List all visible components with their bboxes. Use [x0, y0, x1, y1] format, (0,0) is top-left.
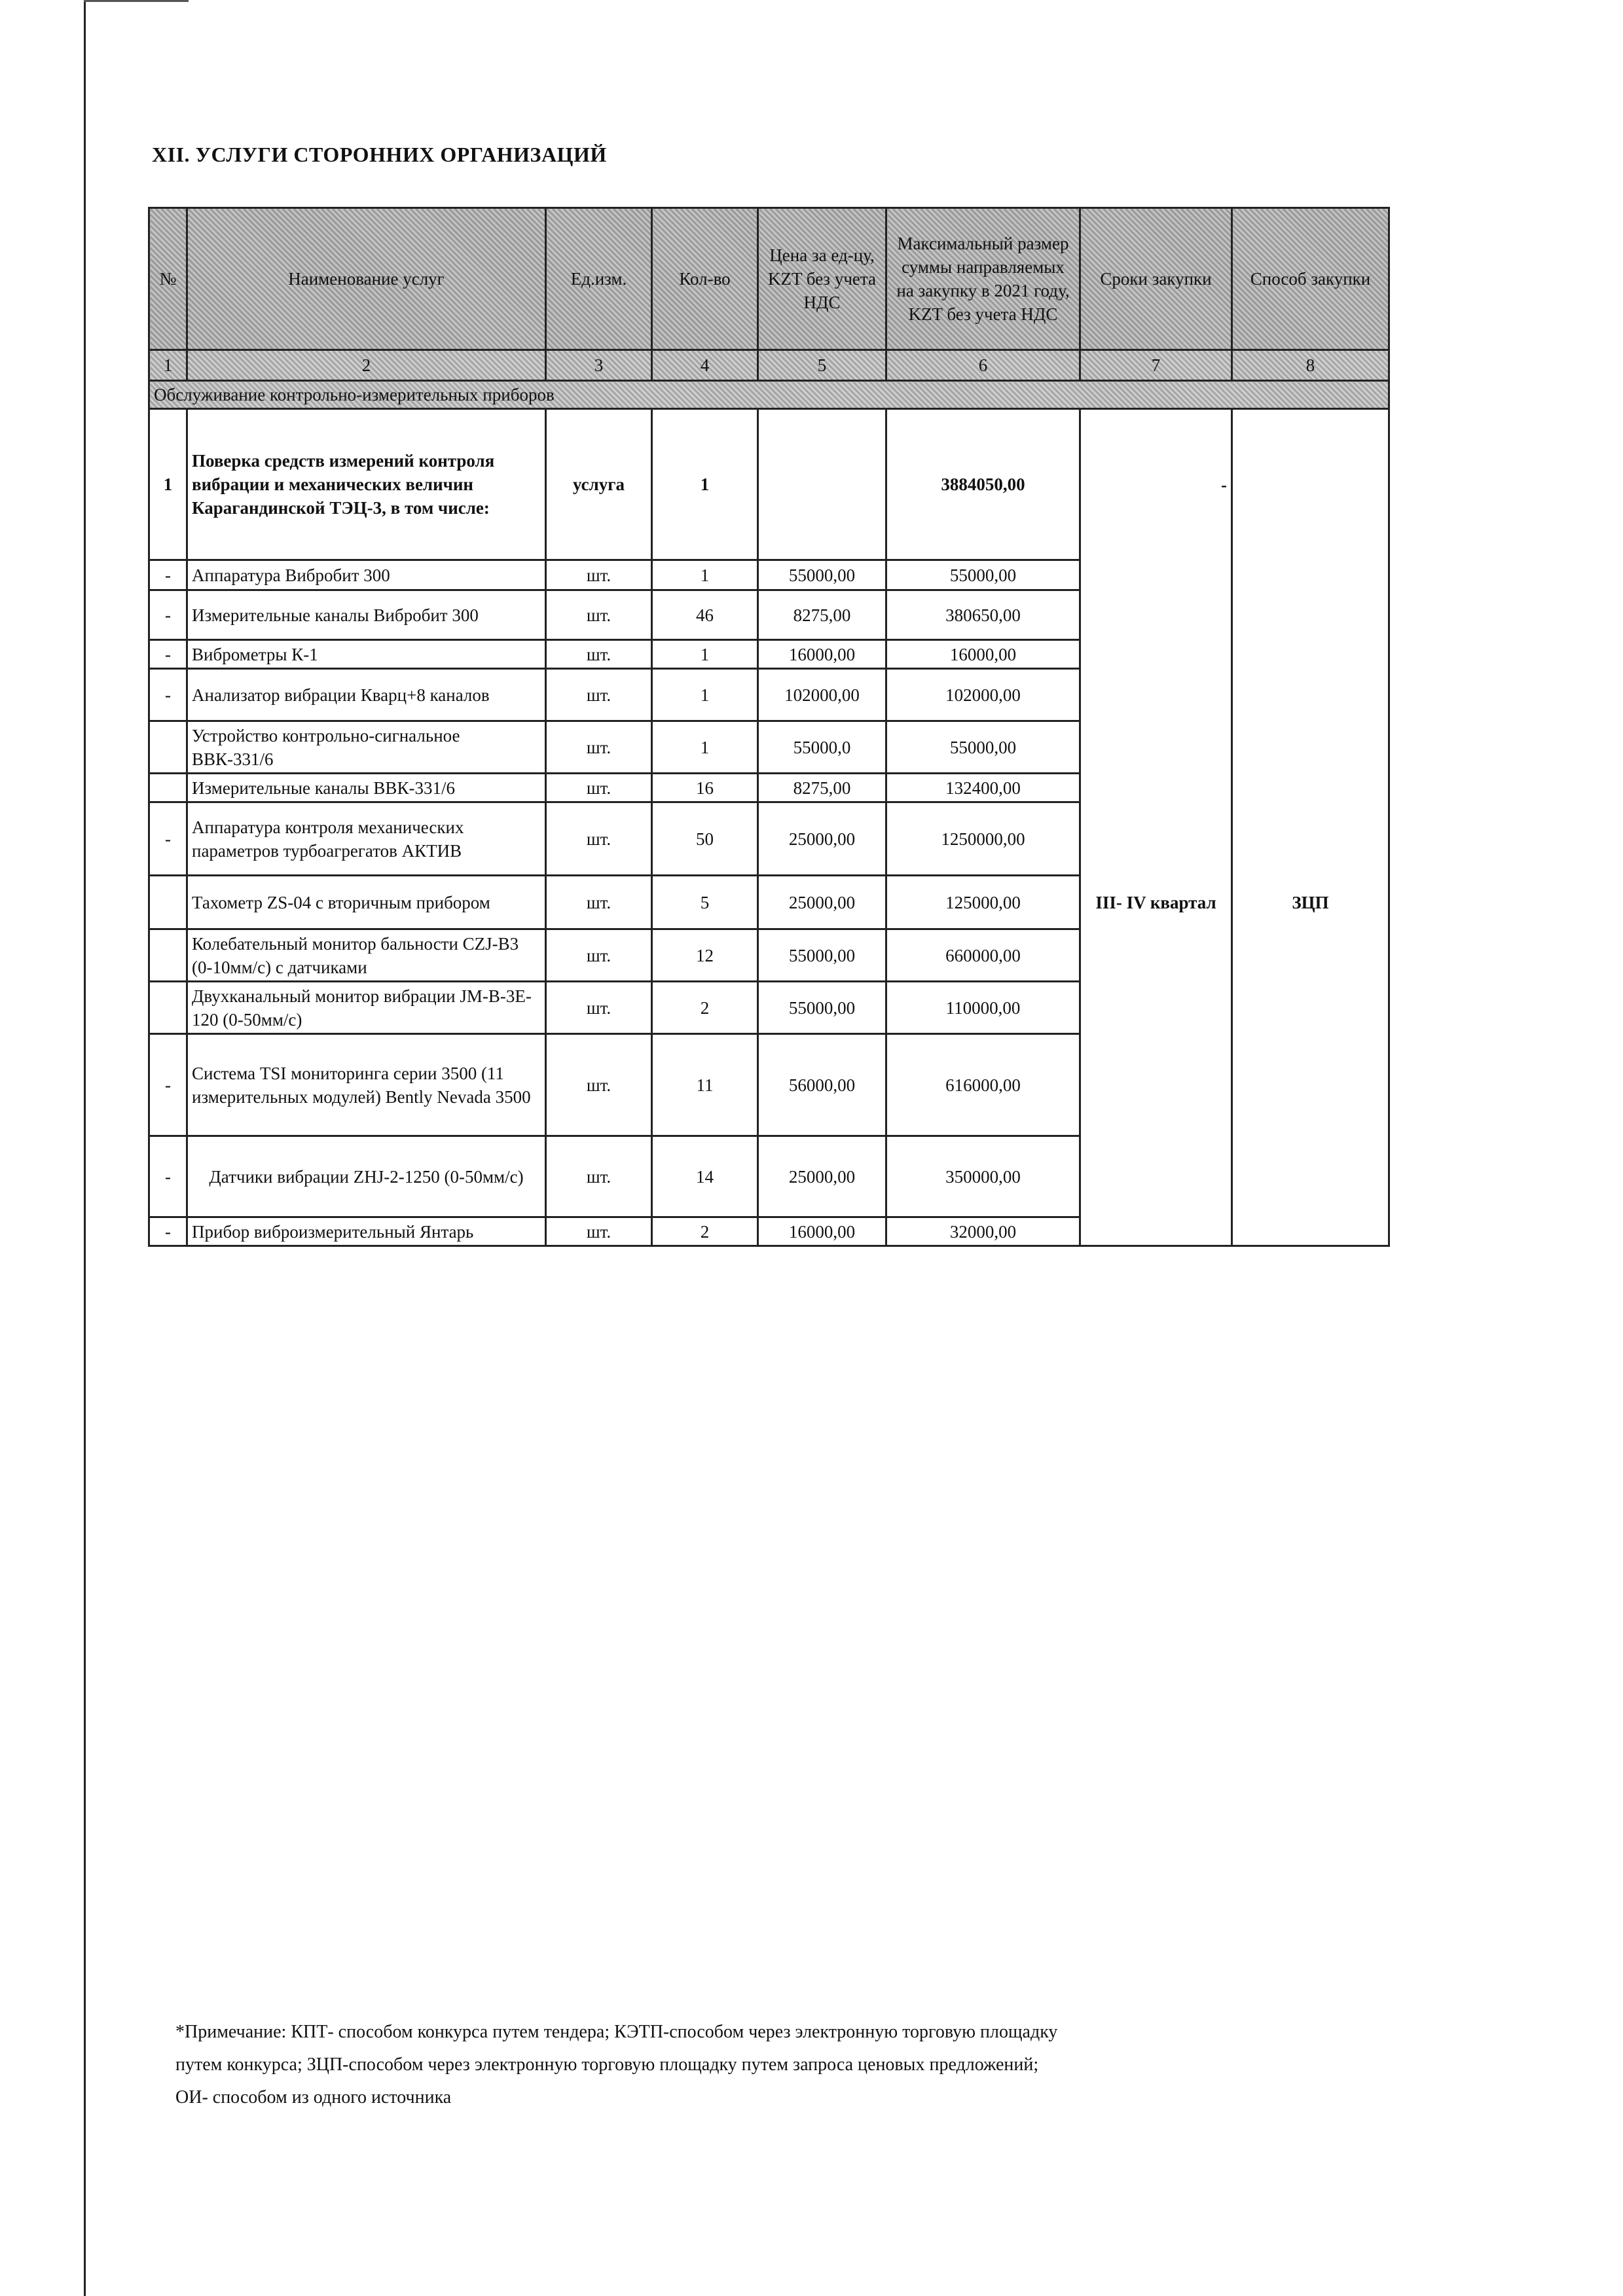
row-unit: шт.: [546, 802, 652, 876]
main-item-term-mark: -: [1080, 409, 1232, 560]
row-num: -: [149, 1136, 187, 1217]
services-table: [148, 207, 1390, 1247]
row-num: [149, 929, 187, 982]
method-cell: ЗЦП: [1232, 560, 1389, 1246]
row-total: 55000,00: [886, 721, 1080, 774]
row-price: 25000,00: [758, 1136, 886, 1217]
header-total: Максимальный размер суммы направляемых на закупку в 2021 году, KZT без учета НДС: [886, 208, 1080, 350]
row-num: -: [149, 1217, 187, 1246]
col-number: 3: [546, 350, 652, 381]
row-num: [149, 774, 187, 802]
row-unit: шт.: [546, 640, 652, 669]
row-name: Прибор виброизмерительный Янтарь: [187, 1217, 546, 1246]
row-price: 55000,00: [758, 982, 886, 1034]
row-qty: 1: [652, 669, 758, 721]
row-price: 8275,00: [758, 774, 886, 802]
row-qty: 16: [652, 774, 758, 802]
main-item-total: 3884050,00: [886, 409, 1080, 560]
row-qty: 11: [652, 1034, 758, 1136]
row-unit: шт.: [546, 774, 652, 802]
row-price: 25000,00: [758, 876, 886, 929]
section-label: Обслуживание контрольно-измерительных приборов: [149, 381, 1389, 409]
col-number: 5: [758, 350, 886, 381]
row-price: 55000,00: [758, 929, 886, 982]
row-num: -: [149, 590, 187, 640]
row-name: Датчики вибрации ZHJ-2-1250 (0-50мм/с): [187, 1136, 546, 1217]
row-total: 16000,00: [886, 640, 1080, 669]
main-item-name: Поверка средств измерений контроля вибрации и механических величин Карагандинской ТЭЦ-3, в том числе:: [187, 409, 546, 560]
main-item-qty: 1: [652, 409, 758, 560]
row-num: -: [149, 1034, 187, 1136]
row-total: 350000,00: [886, 1136, 1080, 1217]
row-qty: 50: [652, 802, 758, 876]
row-name: Измерительные каналы Вибробит 300: [187, 590, 546, 640]
row-name: Виброметры К-1: [187, 640, 546, 669]
row-unit: шт.: [546, 1034, 652, 1136]
row-total: 616000,00: [886, 1034, 1080, 1136]
row-name: Измерительные каналы ВВК-331/6: [187, 774, 546, 802]
header-method: Способ закупки: [1232, 208, 1389, 350]
col-number: 1: [149, 350, 187, 381]
row-num: -: [149, 640, 187, 669]
row-name: Аппаратура Вибробит 300: [187, 560, 546, 590]
header-term: Сроки закупки: [1080, 208, 1232, 350]
row-num: [149, 721, 187, 774]
row-total: 125000,00: [886, 876, 1080, 929]
row-price: 16000,00: [758, 640, 886, 669]
main-item-method-top: [1232, 409, 1389, 560]
row-num: [149, 876, 187, 929]
row-qty: 1: [652, 560, 758, 590]
row-total: 1250000,00: [886, 802, 1080, 876]
row-price: 16000,00: [758, 1217, 886, 1246]
main-item-row: [149, 409, 1389, 560]
header-num: №: [149, 208, 187, 350]
row-qty: 46: [652, 590, 758, 640]
row-total: 132400,00: [886, 774, 1080, 802]
header-qty: Кол-во: [652, 208, 758, 350]
row-num: -: [149, 669, 187, 721]
row-price: 55000,00: [758, 560, 886, 590]
row-unit: шт.: [546, 560, 652, 590]
row-num: [149, 982, 187, 1034]
row-qty: 12: [652, 929, 758, 982]
row-total: 55000,00: [886, 560, 1080, 590]
row-name: Колебательный монитор бальности CZJ-B3 (0-10мм/с) с датчиками: [187, 929, 546, 982]
row-price: 8275,00: [758, 590, 886, 640]
col-number: 6: [886, 350, 1080, 381]
section-title: XII. УСЛУГИ СТОРОННИХ ОРГАНИЗАЦИЙ: [152, 143, 607, 166]
row-qty: 5: [652, 876, 758, 929]
row-total: 380650,00: [886, 590, 1080, 640]
col-number: 7: [1080, 350, 1232, 381]
row-price: 56000,00: [758, 1034, 886, 1136]
header-unit: Ед.изм.: [546, 208, 652, 350]
row-qty: 1: [652, 721, 758, 774]
row-qty: 14: [652, 1136, 758, 1217]
row-unit: шт.: [546, 1136, 652, 1217]
row-total: 110000,00: [886, 982, 1080, 1034]
row-name: Тахометр ZS-04 с вторичным прибором: [187, 876, 546, 929]
col-number: 4: [652, 350, 758, 381]
header-name: Наименование услуг: [187, 208, 546, 350]
row-price: 102000,00: [758, 669, 886, 721]
main-item-unit: услуга: [546, 409, 652, 560]
row-name: Анализатор вибрации Кварц+8 каналов: [187, 669, 546, 721]
table-row: [149, 560, 1389, 590]
row-qty: 1: [652, 640, 758, 669]
corner-mark: [84, 0, 189, 2]
row-unit: шт.: [546, 669, 652, 721]
main-item-num: 1: [149, 409, 187, 560]
row-unit: шт.: [546, 590, 652, 640]
row-num: -: [149, 802, 187, 876]
footnote-line: ОИ- способом из одного источника: [175, 2087, 452, 2108]
row-name: Система TSI мониторинга серии 3500 (11 измерительных модулей) Bently Nevada 3500: [187, 1034, 546, 1136]
header-row: [149, 208, 1389, 350]
row-unit: шт.: [546, 876, 652, 929]
row-price: 25000,00: [758, 802, 886, 876]
row-price: 55000,0: [758, 721, 886, 774]
row-total: 660000,00: [886, 929, 1080, 982]
row-qty: 2: [652, 1217, 758, 1246]
row-total: 102000,00: [886, 669, 1080, 721]
row-unit: шт.: [546, 721, 652, 774]
row-unit: шт.: [546, 982, 652, 1034]
section-row: [149, 381, 1389, 409]
footnote-line: *Примечание: КПТ- способом конкурса путем тендера; КЭТП-способом через электронную торговую площадку: [175, 2022, 1058, 2042]
left-margin-line: [84, 0, 86, 2296]
row-qty: 2: [652, 982, 758, 1034]
row-name: Двухканальный монитор вибрации JM-B-3E-120 (0-50мм/с): [187, 982, 546, 1034]
header-price: Цена за ед-цу, KZT без учета НДС: [758, 208, 886, 350]
row-num: -: [149, 560, 187, 590]
footnote: [175, 2016, 1354, 2114]
row-unit: шт.: [546, 1217, 652, 1246]
col-number: 8: [1232, 350, 1389, 381]
col-number: 2: [187, 350, 546, 381]
row-unit: шт.: [546, 929, 652, 982]
row-name: Аппаратура контроля механических параметров турбоагрегатов АКТИВ: [187, 802, 546, 876]
footnote-line: путем конкурса; ЗЦП-способом через электронную торговую площадку путем запроса ценовых предложений;: [175, 2054, 1039, 2075]
column-number-row: [149, 350, 1389, 381]
row-name: Устройство контрольно-сигнальное ВВК-331/6: [187, 721, 546, 774]
row-total: 32000,00: [886, 1217, 1080, 1246]
main-item-price: [758, 409, 886, 560]
term-cell: III- IV квартал: [1080, 560, 1232, 1246]
